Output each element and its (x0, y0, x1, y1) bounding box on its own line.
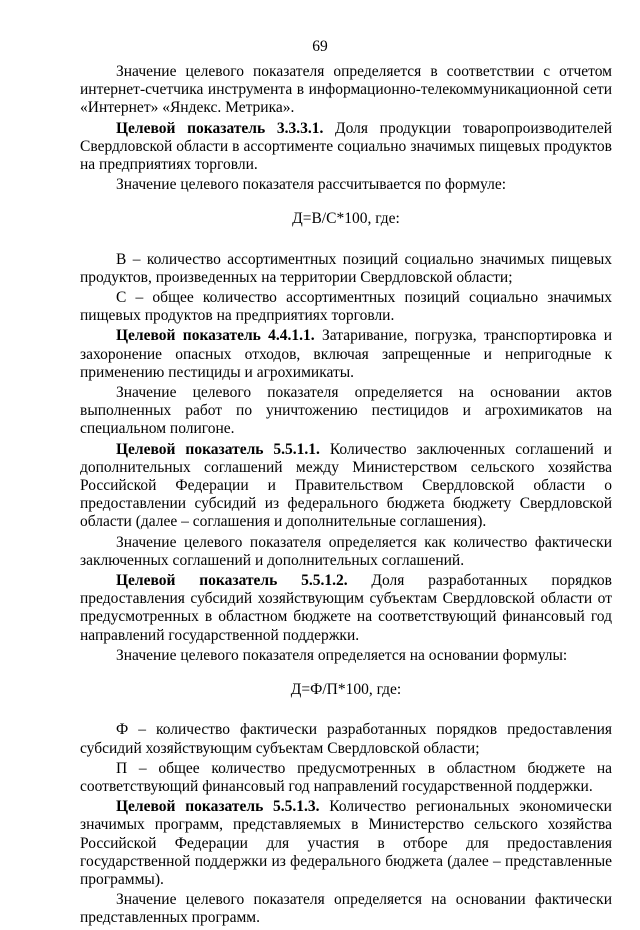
formula: Д=Ф/П*100, где: (290, 681, 402, 699)
indicator-text: Затаривание, погрузка, транспортировка и захоронение опасных отходов, включая запрещенные и непригодные к применению пестициды и агрохимикаты. (80, 327, 612, 381)
paragraph: Значение целевого показателя определяется как количество фактически заключенных соглашений и дополнительных соглашений. (80, 533, 612, 569)
indicator-label: Целевой показатель 3.3.3.1. (116, 119, 324, 137)
indicator-paragraph (80, 572, 612, 645)
indicator-text: Количество региональных экономически значимых программ, представляемых в Министерство сельского хозяйства Российской Федерации для участия в отборе для предоставления государственной поддержки из федерального бюджета (далее – представленные программы). (80, 798, 612, 888)
page-number: 69 (312, 38, 328, 55)
indicator-paragraph (80, 327, 612, 382)
indicator-paragraph (80, 441, 612, 532)
indicator-label: Целевой показатель 4.4.1.1. (116, 327, 315, 345)
indicator-label: Целевой показатель 5.5.1.3. (116, 798, 320, 816)
indicator-text: Доля продукции товаропроизводителей Свердловской области в ассортименте социально значимых пищевых продуктов на предприятиях торговли. (80, 119, 612, 174)
definition: Ф – количество фактически разработанных порядков предоставления субсидий хозяйствующим субъектам Свердловской области; (80, 721, 612, 757)
indicator-paragraph (80, 798, 612, 889)
indicator-label: Целевой показатель 5.5.1.2. (116, 572, 348, 590)
definition: В – количество ассортиментных позиций социально значимых пищевых продуктов, произведенных на территории Свердловской области; (80, 250, 612, 286)
indicator-text: Доля разработанных порядков предоставления субсидий хозяйствующим субъектам Свердловской области от предусмотренных в областном бюджете на соответствующий финансовый год направлений государственной поддержки. (80, 572, 612, 644)
document-body (80, 63, 612, 930)
formula: Д=В/С*100, где: (292, 210, 400, 228)
indicator-paragraph (80, 120, 612, 175)
definition: С – общее количество ассортиментных позиций социально значимых пищевых продуктов на предприятиях торговли. (80, 289, 612, 325)
paragraph: Значение целевого показателя определяется на основании фактически представленных программ. (80, 891, 612, 927)
indicator-text: Количество заключенных соглашений и дополнительных соглашений между Министерством сельского хозяйства Российской Федерации и Правительством Свердловской области о предоставлении субсидий из федерального бюджета бюджету Свердловской области (далее – соглашения и дополнительные соглашения). (80, 440, 612, 531)
paragraph: Значение целевого показателя определяется на основании актов выполненных работ по уничтожению пестицидов и агрохимикатов на специальном полигоне. (80, 384, 612, 438)
indicator-label: Целевой показатель 5.5.1.1. (116, 440, 320, 458)
paragraph: Значение целевого показателя определяется на основании формулы: (116, 646, 568, 664)
paragraph: Значение целевого показателя определяется в соответствии с отчетом интернет-счетчика инструмента в информационно-телекоммуникационной сети «Интернет» «Яндекс. Метрика». (80, 63, 612, 117)
definition: П – общее количество предусмотренных в областном бюджете на соответствующий финансовый год направлений государственной поддержки. (80, 759, 612, 795)
paragraph: Значение целевого показателя рассчитывается по формуле: (116, 176, 507, 194)
